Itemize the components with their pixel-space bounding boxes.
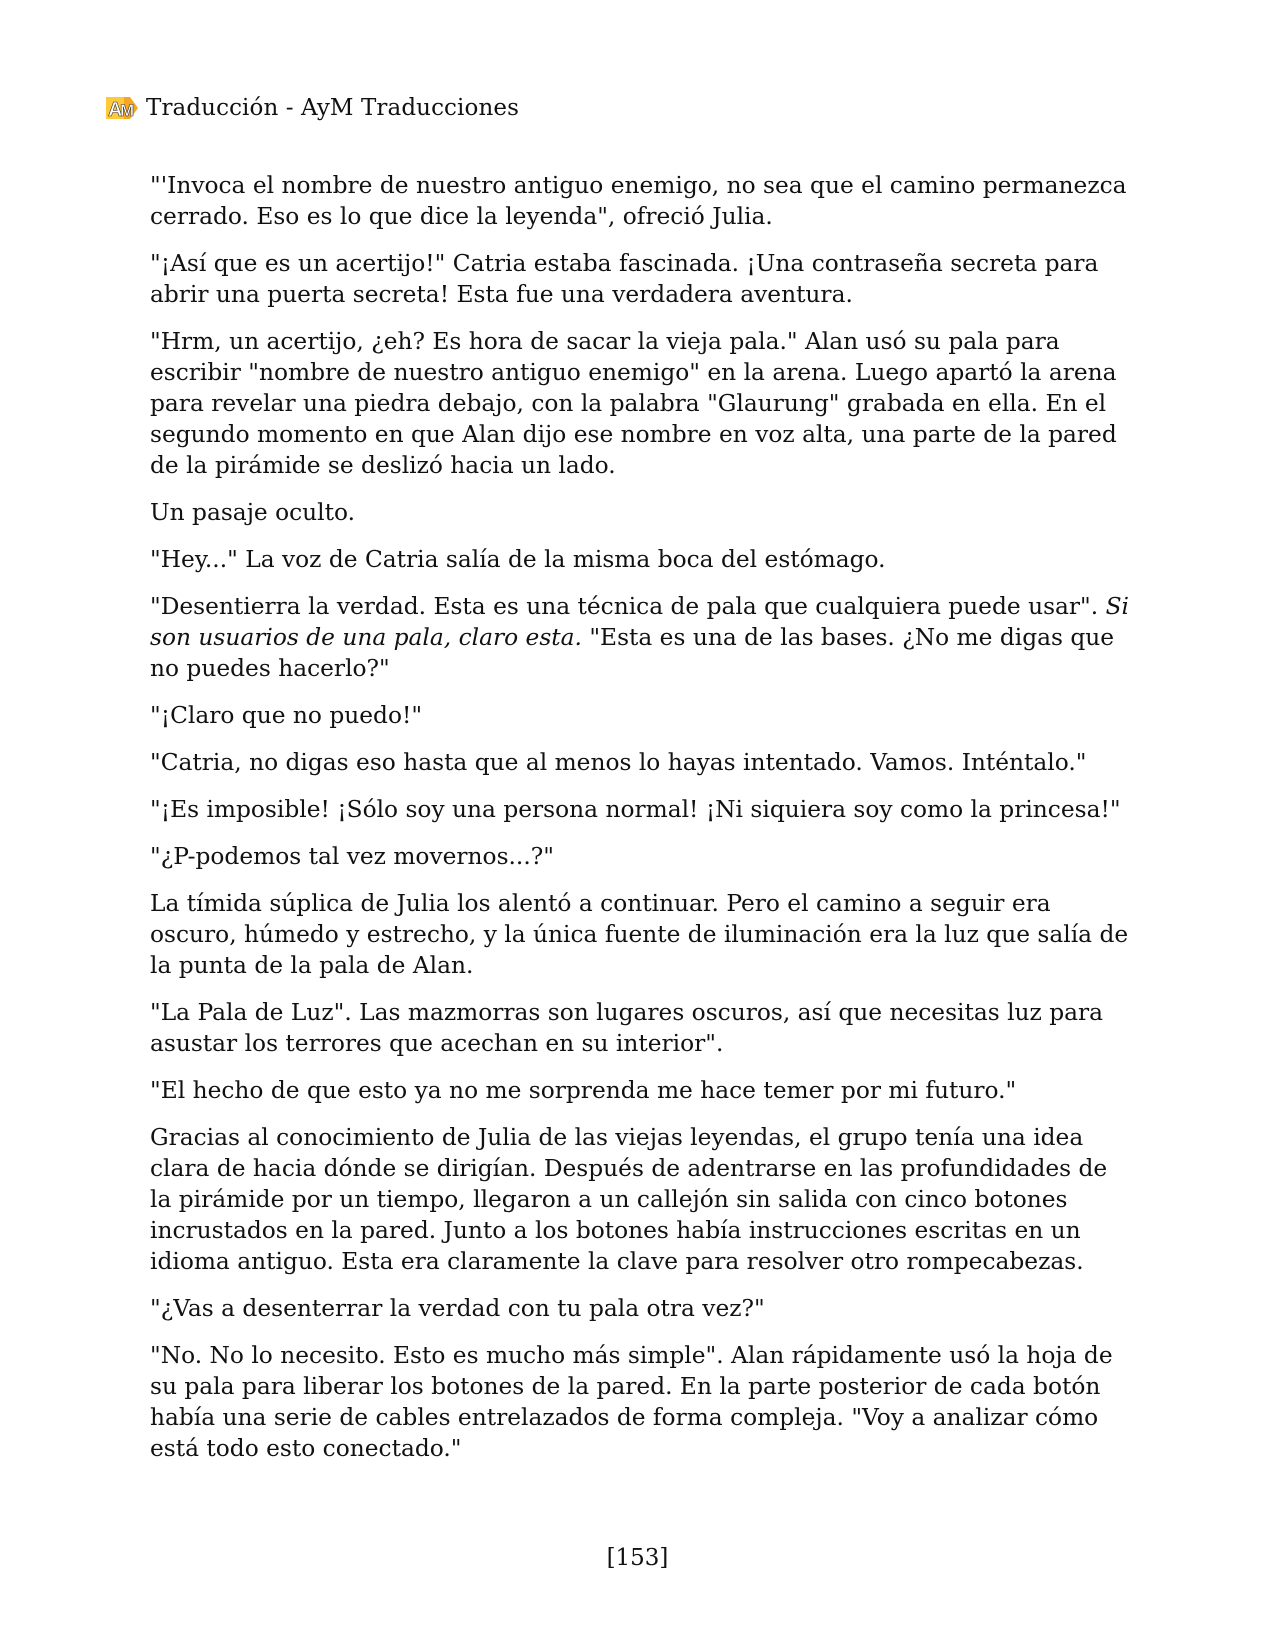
paragraph: "Hrm, un acertijo, ¿eh? Es hora de sacar la vieja pala." Alan usó su pala para escribir "nombre de nuestro antiguo enemigo" en la arena. Luego apartó la arena para revelar una piedra debajo, con la palabra "Glaurung" grabada en ella. En el segundo momento en que Alan dijo ese nombre en voz alta, una parte de la pared de la pirámide se deslizó hacia un lado. bbox=[150, 328, 1117, 479]
paragraph: "¡Así que es un acertijo!" Catria estaba fascinada. ¡Una contraseña secreta para abrir una puerta secreta! Esta fue una verdadera aventura. bbox=[150, 250, 1099, 308]
logo-lettering-m: M bbox=[120, 101, 135, 120]
paragraph: "'Invoca el nombre de nuestro antiguo enemigo, no sea que el camino permanezca cerrado. Eso es lo que dice la leyenda", ofreció Julia. bbox=[150, 172, 1127, 230]
paragraph: "¿Vas a desenterrar la verdad con tu pala otra vez?" bbox=[150, 1295, 765, 1322]
logo-lettering: A bbox=[108, 99, 123, 121]
paragraph: "¿P-podemos tal vez movernos...?" bbox=[150, 843, 554, 870]
header-title: Traducción - AyM Traducciones bbox=[146, 95, 519, 121]
paragraph: "El hecho de que esto ya no me sorprenda me hace temer por mi futuro." bbox=[150, 1077, 1017, 1104]
paragraph: Un pasaje oculto. bbox=[150, 499, 356, 526]
paragraph: "Hey..." La voz de Catria salía de la misma boca del estómago. bbox=[150, 546, 886, 573]
paragraph: "La Pala de Luz". Las mazmorras son lugares oscuros, así que necesitas luz para asustar los terrores que acechan en su interior". bbox=[150, 999, 1104, 1057]
paragraph-text: "Esta es una de las bases. ¿No me digas que no puedes hacerlo?" bbox=[150, 624, 1115, 682]
page-number: [153] bbox=[606, 1545, 669, 1571]
paragraph: "¡Es imposible! ¡Sólo soy una persona normal! ¡Ni siquiera soy como la princesa!" bbox=[150, 796, 1121, 823]
page-header bbox=[104, 90, 519, 126]
paragraph: "No. No lo necesito. Esto es mucho más simple". Alan rápidamente usó la hoja de su pala para liberar los botones de la pared. En la parte posterior de cada botón había una serie de cables entrelazados de forma compleja. "Voy a analizar cómo está todo esto conectado." bbox=[150, 1342, 1113, 1462]
paragraph-text: "Desentierra la verdad. Esta es una técnica de pala que cualquiera puede usar". bbox=[150, 593, 1106, 620]
paragraph: "Catria, no digas eso hasta que al menos lo hayas intentado. Vamos. Inténtalo." bbox=[150, 749, 1087, 776]
aym-logo-icon bbox=[104, 93, 140, 123]
italic-thought: Si son usuarios de una pala, claro esta. bbox=[150, 593, 1130, 651]
document-body bbox=[150, 170, 1135, 1480]
paragraph: "¡Claro que no puedo!" bbox=[150, 702, 423, 729]
paragraph-mixed bbox=[150, 591, 1135, 684]
paragraph: Gracias al conocimiento de Julia de las viejas leyendas, el grupo tenía una idea clara de hacia dónde se dirigían. Después de adentrarse en las profundidades de la pirámide por un tiempo, llegaron a un callejón sin salida con cinco botones incrustados en la pared. Junto a los botones había instrucciones escritas en un idioma antiguo. Esta era claramente la clave para resolver otro rompecabezas. bbox=[150, 1124, 1108, 1275]
paragraph: La tímida súplica de Julia los alentó a continuar. Pero el camino a seguir era oscuro, húmedo y estrecho, y la única fuente de iluminación era la luz que salía de la punta de la pala de Alan. bbox=[150, 890, 1129, 979]
